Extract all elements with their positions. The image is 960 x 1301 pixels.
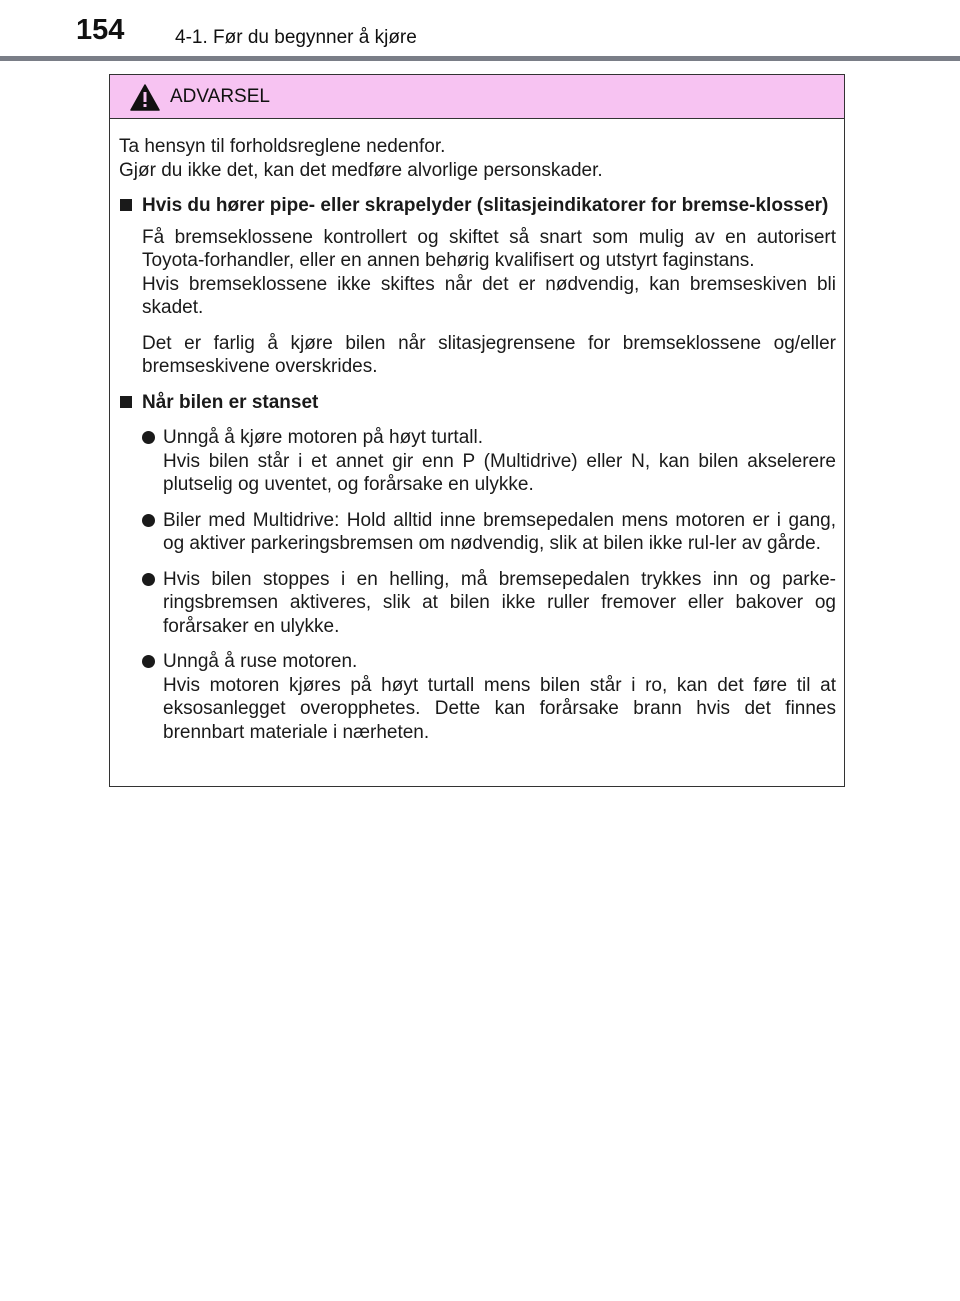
warning-triangle-icon bbox=[130, 84, 160, 111]
section-heading bbox=[119, 194, 836, 218]
round-bullet-icon bbox=[142, 431, 155, 444]
bullet-text: Unngå å ruse motoren. bbox=[163, 651, 358, 672]
paragraph-text: Få bremseklossene kontrollert og skiftet så snart som mulig av en autorisert Toyota-forhandler, eller en annen behørig kvalifisert og utstyrt faginstans. bbox=[142, 226, 836, 271]
paragraph bbox=[142, 226, 836, 320]
square-bullet-icon bbox=[120, 199, 132, 211]
bullet-text: Biler med Multidrive: Hold alltid inne bremsepedalen mens motoren er i gang, og aktiver parkeringsbremsen om nødvendig, slik at bilen ikke rul-ler av gårde. bbox=[163, 509, 836, 554]
warning-box bbox=[109, 74, 845, 787]
section-heading-text: Når bilen er stanset bbox=[142, 391, 319, 413]
section-brake-pads bbox=[119, 194, 836, 379]
bullet-text: Hvis bilen stoppes i en helling, må bremsepedalen trykkes inn og parke-ringsbremsen aktiveres, slik at bilen ikke ruller fremover eller bakover og forårsaker en ulykke. bbox=[163, 568, 836, 637]
section-heading bbox=[119, 391, 836, 415]
bullet-text: Hvis bilen står i et annet gir enn P (Multidrive) eller N, kan bilen akselerere plutselig og uventet, og forårsake en ulykke. bbox=[163, 450, 836, 495]
paragraph-text: Hvis bremseklossene ikke skiftes når det er nødvendig, kan bremseskiven bli skadet. bbox=[142, 273, 836, 318]
paragraph bbox=[142, 332, 836, 379]
section-vehicle-stopped bbox=[119, 391, 836, 745]
warning-body bbox=[110, 119, 844, 744]
section-title: 4-1. Før du begynner å kjøre bbox=[175, 27, 417, 48]
round-bullet-icon bbox=[142, 514, 155, 527]
page-header bbox=[0, 0, 960, 64]
bullet-text: Unngå å kjøre motoren på høyt turtall. bbox=[163, 427, 483, 448]
list-item bbox=[142, 650, 836, 744]
paragraph-text: Det er farlig å kjøre bilen når slitasjegrensene for bremseklossene og/eller bremseskivene overskrides. bbox=[142, 332, 836, 377]
list-item bbox=[142, 568, 836, 639]
page-number: 154 bbox=[76, 14, 125, 46]
round-bullet-icon bbox=[142, 655, 155, 668]
header-rule bbox=[0, 56, 960, 61]
warning-intro bbox=[119, 135, 836, 182]
warning-header bbox=[110, 75, 844, 119]
intro-line: Ta hensyn til forholdsreglene nedenfor. bbox=[119, 136, 446, 157]
warning-title: ADVARSEL bbox=[170, 86, 270, 107]
section-heading-text: Hvis du hører pipe- eller skrapelyder (slitasjeindikatorer for bremse-klosser) bbox=[142, 195, 829, 216]
round-bullet-icon bbox=[142, 573, 155, 586]
intro-line: Gjør du ikke det, kan det medføre alvorlige personskader. bbox=[119, 159, 603, 181]
bullet-text: Hvis motoren kjøres på høyt turtall mens bilen står i ro, kan det føre til at eksosanlegget overopphetes. Dette kan forårsake brann hvis det finnes brennbart materiale i nærheten. bbox=[163, 674, 836, 743]
list-item bbox=[142, 509, 836, 556]
list-item bbox=[142, 426, 836, 497]
square-bullet-icon bbox=[120, 396, 132, 408]
